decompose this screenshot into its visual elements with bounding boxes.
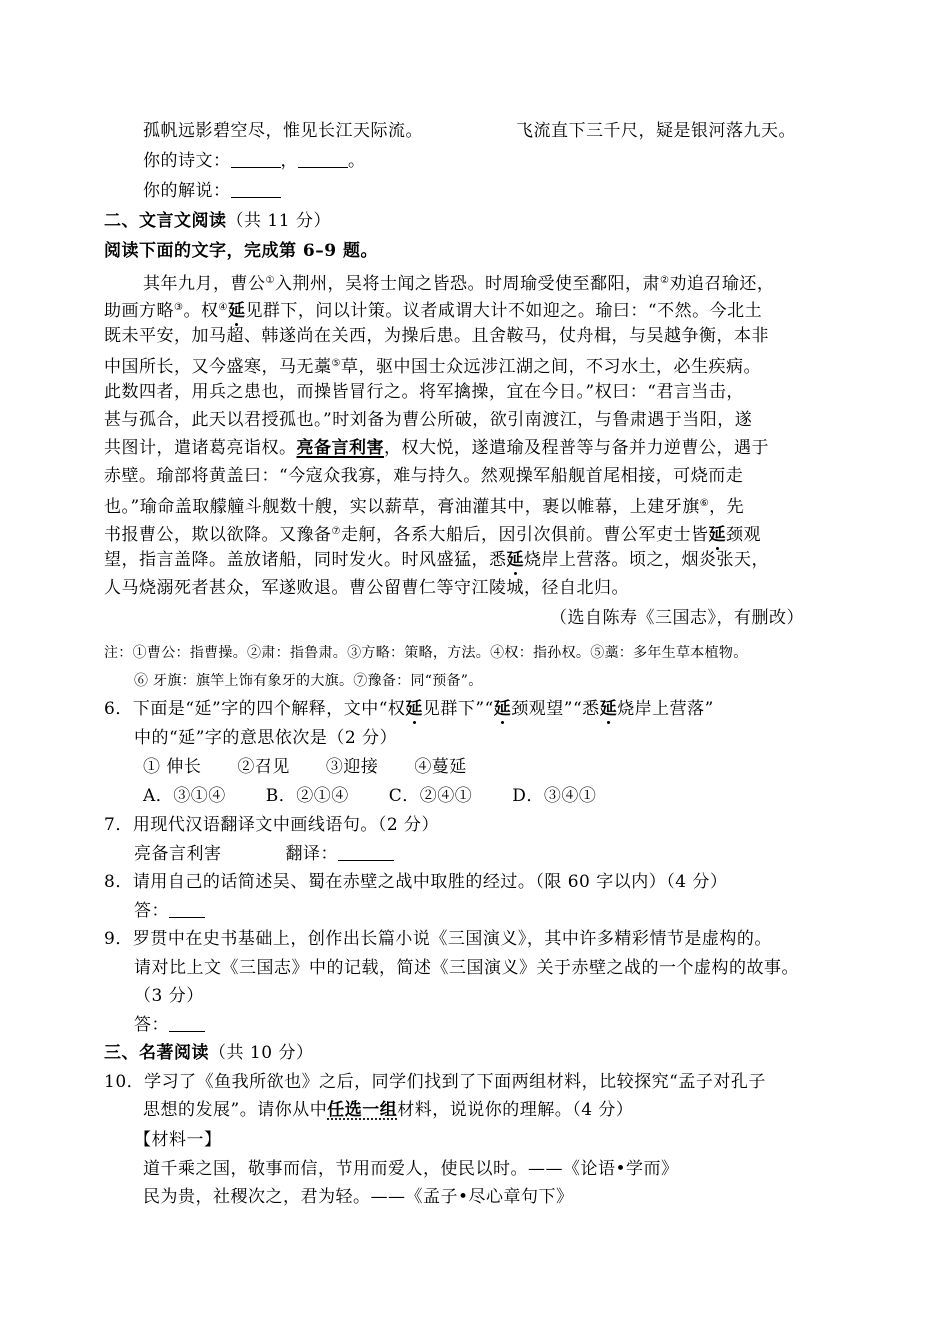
material-one-title: 【材料一】: [134, 1130, 222, 1150]
definition-item: ④蔓延: [414, 757, 467, 777]
emphasis-yan: 延: [493, 699, 512, 719]
poem-line-right: 飞流直下三千尺，疑是银河落九天。: [516, 121, 796, 141]
q9-stem: 9．罗贯中在史书基础上，创作出长篇小说《三国演义》，其中许多精彩情节是虚构的。: [104, 929, 772, 949]
passage-source: （选自陈寿《三国志》，有删改）: [550, 608, 804, 628]
poem-line-left: 孤帆远影碧空尽，惟见长江天际流。: [143, 121, 423, 141]
passage-line: 赤壁。瑜部将黄盖曰：“今寇众我寡，难与持久。然观操军船舰首尾相接，可烧而走: [104, 466, 744, 486]
q6-choices: [143, 783, 596, 809]
q7-answer-row: 亮备言利害 翻译：: [134, 841, 394, 867]
emphasis-yan: 延: [227, 301, 246, 321]
your-explanation-row: 你的解说：: [143, 178, 281, 204]
emphasis-yan: 延: [405, 699, 423, 719]
passage-line: 也。”瑜命盖取艨艟斗舰数十艘，实以薪草，膏油灌其中，裹以帷幕，上建牙旗⑥，先: [104, 497, 745, 517]
definition-item: ① 伸长: [143, 757, 202, 777]
q6-definitions: [143, 754, 467, 780]
q8-answer-blank[interactable]: [169, 899, 205, 918]
definition-item: ③迎接: [325, 757, 379, 777]
poem-blank-2[interactable]: [298, 149, 348, 168]
q9-points: （3 分）: [134, 986, 204, 1006]
q8-stem: 8．请用自己的话简述吴、蜀在赤壁之战中取胜的经过。（限 60 字以内）（4 分）: [104, 872, 728, 892]
q10-stem: 10．学习了《鱼我所欲也》之后，同学们找到了下面两组材料，比较探究“孟子对孔子: [104, 1072, 766, 1092]
passage-line: 望，指言盖降。盖放诸船，同时发火。时风盛猛，悉延烧岸上营落。顷之，烟炎张天，: [104, 550, 769, 570]
section2-heading: 二、文言文阅读（共 11 分）: [104, 211, 331, 231]
passage-line: 书报曹公，欺以欲降。又豫备⑦走舸，各系大船后，因引次俱前。曹公军吏士皆延颈观: [104, 525, 761, 545]
choice-b[interactable]: B．②①④: [265, 786, 349, 806]
emphasis-yan: 延: [708, 525, 726, 545]
emphasis-yan: 延: [506, 550, 524, 570]
passage-line: 人马烧溺死者甚众，军遂败退。曹公留曹仁等守江陵城，径自北归。: [104, 578, 629, 598]
poem-blank-1[interactable]: [231, 149, 281, 168]
underlined-sentence: 亮备言利害: [296, 438, 384, 458]
material-one-line1: 道千乘之国，敬事而信，节用而爱人，使民以时。——《论语•学而》: [143, 1159, 679, 1179]
q6-stem-line2: 中的“延”字的意思依次是（2 分）: [134, 728, 398, 748]
emphasis-choose-one: 任选一组: [327, 1100, 398, 1120]
emphasis-yan: 延: [599, 699, 618, 719]
q9-answer-blank[interactable]: [169, 1013, 205, 1032]
q8-answer-row: 答：: [134, 898, 205, 924]
section3-heading: 三、名著阅读（共 10 分）: [104, 1043, 314, 1063]
your-poem-row: 你的诗文： ， 。: [143, 151, 366, 171]
q7-stem: 7．用现代汉语翻译文中画线语句。（2 分）: [104, 815, 440, 835]
choice-a[interactable]: A．③①④: [143, 786, 226, 806]
explanation-blank[interactable]: [231, 179, 281, 198]
q6-stem: 6．下面是“延”字的四个解释，文中“权延见群下”“延颈观望”“悉延烧岸上营落”: [104, 699, 714, 719]
passage-line: 共图计，遣诸葛亮诣权。亮备言利害，权大悦，遂遣瑜及程普等与备并力逆曹公，遇于: [104, 438, 769, 458]
q9-answer-row: 答：: [134, 1012, 205, 1038]
passage-line: 其年九月，曹公①入荆州，吴将士闻之皆恐。时周瑜受使至鄱阳，肃②劝追召瑜还，: [143, 274, 775, 294]
passage-line: 此数四者，用兵之患也，而操皆冒行之。将军擒操，宜在今日。”权曰：“君言当击，: [104, 382, 744, 402]
notes-line-2: ⑥ 牙旗：旗竿上饰有象牙的大旗。⑦豫备：同“预备”。: [134, 673, 483, 689]
material-one-line2: 民为贵，社稷次之，君为轻。——《孟子•尽心章句下》: [143, 1187, 574, 1207]
notes-line-1: 注：①曹公：指曹操。②肃：指鲁肃。③方略：策略，方法。④权：指孙权。⑤藁：多年生草本植物。: [104, 645, 748, 661]
passage-line: 中国所长，又今盛寒，马无藁⑤草，驱中国士众远涉江湖之间，不习水土，必生疾病。: [104, 357, 761, 377]
choice-c[interactable]: C．②④①: [388, 786, 473, 806]
choice-d[interactable]: D．③④①: [512, 786, 597, 806]
passage-line: 助画方略③。权④延见群下，问以计策。议者咸谓大计不如迎之。瑜曰：“不然。今北土: [104, 301, 763, 321]
q10-stem-line2: 思想的发展”。请你从中任选一组材料，说说你的理解。（4 分）: [143, 1100, 634, 1120]
q7-answer-blank[interactable]: [338, 842, 394, 861]
section2-instruction: 阅读下面的文字，完成第 6–9 题。: [104, 241, 378, 261]
definition-item: ②召见: [237, 757, 290, 777]
q9-stem-line2: 请对比上文《三国志》中的记载，简述《三国演义》关于赤壁之战的一个虚构的故事。: [134, 958, 799, 978]
passage-line: 甚与孤合，此天以君授孤也。”时刘备为曹公所破，欲引南渡江，与鲁肃遇于当阳，遂: [104, 410, 753, 430]
passage-line: 既未平安，加马超、韩遂尚在关西，为操后患。且舍鞍马，仗舟楫，与吴越争衡，本非: [104, 326, 769, 346]
